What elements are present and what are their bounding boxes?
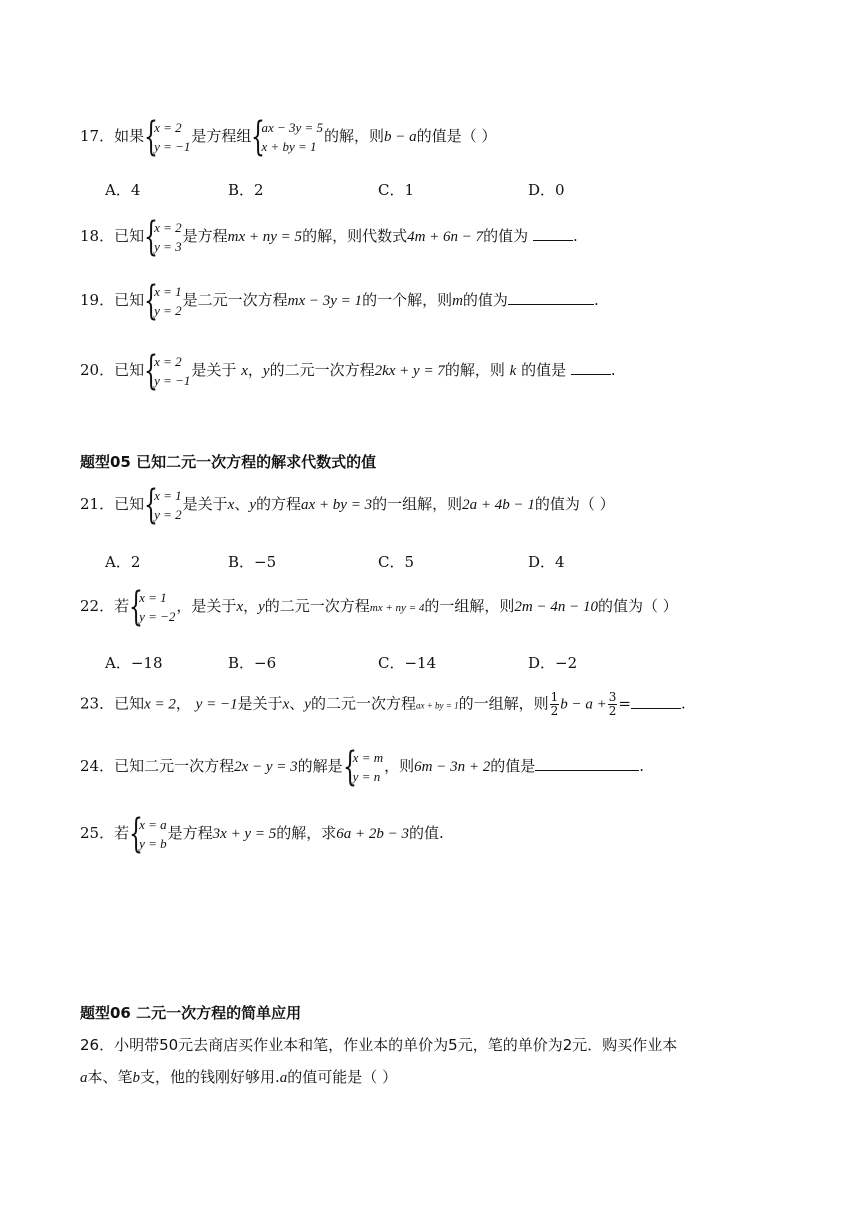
q18-equation: mx + ny = 5 — [227, 229, 303, 245]
q17-prefix: 17．如果 — [80, 127, 145, 145]
question-17: 17．如果 { x = 2 y = −1 是方程组 { ax − 3y = 5 x + by = 1 的解，则b − a的值是（ ） — [80, 114, 497, 160]
q17-expression: b − a — [384, 129, 417, 145]
q24-equation: 2x − y = 3 — [234, 759, 298, 775]
answer-blank[interactable] — [508, 290, 594, 305]
section-title-06: 题型06 二元一次方程的简单应用 — [80, 1004, 302, 1022]
q21-expression: 2a + 4b − 1 — [462, 497, 535, 513]
option-c: C．1 — [378, 181, 415, 199]
q22-equation: mx + ny = 4 — [369, 602, 425, 614]
answer-blank[interactable] — [535, 756, 639, 771]
question-24: 24．已知二元一次方程2x − y = 3的解是 { x = m y = n ，则6m − 3n + 2的值是 . — [80, 744, 644, 790]
question-23: 23．已知x = 2， y = −1是关于x、y的二元一次方程ax + by = 1的一组解，则 $\frac{1}{2}$ b − a + $\frac{3}{2}$ = . — [80, 690, 686, 718]
q22-expression: 2m − 4n − 10 — [514, 599, 598, 615]
option-a: A．2 — [105, 553, 141, 571]
question-26-line-1: 26．小明带50元去商店买作业本和笔，作业本的单价为5元，笔的单价为2元．购买作业本 — [80, 1036, 678, 1054]
option-a: A．4 — [105, 181, 141, 199]
q22-solution-system: { x = 1 y = −2 — [129, 584, 176, 630]
q25-expression: 6a + 2b − 3 — [336, 826, 409, 842]
q18-expression: 4m + 6n − 7 — [407, 229, 484, 245]
option-c: C．5 — [378, 553, 415, 571]
option-b: B．−5 — [228, 553, 277, 571]
q17-equation-system: { ax − 3y = 5 x + by = 1 — [251, 114, 324, 160]
question-25: 25．若 { x = a y = b 是方程3x + y = 5的解，求6a + 2b − 3的值. — [80, 811, 444, 857]
question-19: 19．已知 { x = 1 y = 2 是二元一次方程mx − 3y = 1的一个解，则m的值为 . — [80, 278, 599, 324]
q21-equation: ax + by = 3 — [301, 497, 373, 513]
q25-solution-system: { x = a y = b — [129, 811, 167, 857]
question-20: 20．已知 { x = 2 y = −1 是关于 x，y的二元一次方程2kx + y = 7的解，则 k 的值是 . — [80, 348, 616, 394]
q19-equation: mx − 3y = 1 — [287, 293, 363, 309]
question-26-line-2: a本、笔b支，他的钱刚好够用.a的值可能是（ ） — [80, 1068, 398, 1086]
answer-blank[interactable] — [571, 360, 611, 375]
answer-blank[interactable] — [631, 694, 681, 709]
option-b: B．−6 — [228, 654, 277, 672]
answer-blank[interactable] — [533, 226, 573, 241]
q18-solution-system: { x = 2 y = 3 — [144, 214, 182, 260]
question-18: 18．已知 { x = 2 y = 3 是方程mx + ny = 5的解，则代数式4m + 6n − 7的值为 . — [80, 214, 578, 260]
q20-equation: 2kx + y = 7 — [374, 363, 445, 379]
q21-solution-system: { x = 1 y = 2 — [144, 482, 182, 528]
option-d: D．−2 — [528, 654, 578, 672]
option-a: A．−18 — [105, 654, 163, 672]
q17-solution-system: { x = 2 y = −1 — [144, 114, 191, 160]
question-22: 22．若 { x = 1 y = −2 ，是关于x，y的二元一次方程mx + ny = 4的一组解，则2m − 4n − 10的值为（ ） — [80, 584, 678, 630]
option-b: B．2 — [228, 181, 264, 199]
section-title-05: 题型05 已知二元一次方程的解求代数式的值 — [80, 453, 377, 471]
option-d: D．4 — [528, 553, 565, 571]
q24-expression: 6m − 3n + 2 — [414, 759, 491, 775]
q25-equation: 3x + y = 5 — [212, 826, 277, 842]
question-21: 21．已知 { x = 1 y = 2 是关于x、y的方程ax + by = 3的一组解，则2a + 4b − 1的值为（ ） — [80, 482, 615, 528]
option-d: D．0 — [528, 181, 565, 199]
q23-equation: ax + by = 1 — [415, 700, 459, 711]
option-c: C．−14 — [378, 654, 437, 672]
q19-solution-system: { x = 1 y = 2 — [144, 278, 182, 324]
q23-fraction-2: $\frac{3}{2}$ — [608, 690, 617, 718]
q20-solution-system: { x = 2 y = −1 — [144, 348, 191, 394]
q23-fraction-1: $\frac{1}{2}$ — [550, 690, 559, 718]
q24-solution-system: { x = m y = n — [342, 744, 384, 790]
